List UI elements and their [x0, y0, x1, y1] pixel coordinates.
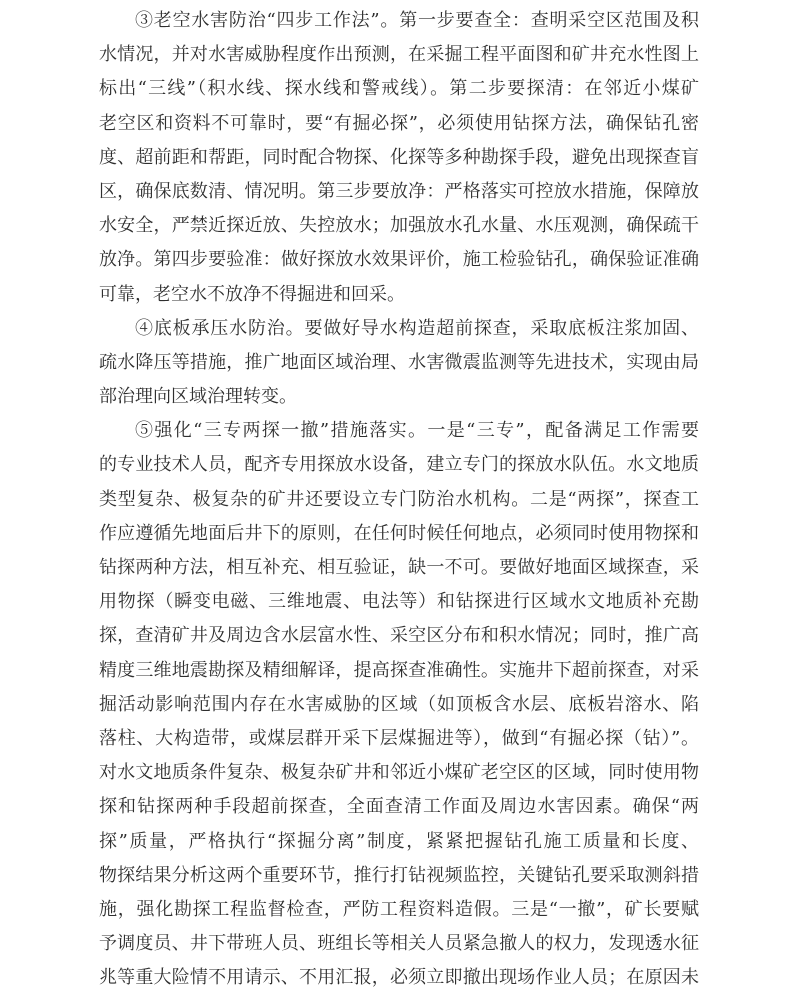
text-line: 用物探（瞬变电磁、三维地震、电法等）和钻探进行区域水文地质补充勘	[99, 591, 699, 613]
paragraph	[99, 312, 699, 415]
body-text	[99, 4, 699, 995]
text-line: 可靠，老空水不放净不得掘进和回采。	[99, 283, 405, 305]
text-line: 物探结果分析这两个重要环节，推行打钻视频监控，关键钻孔要采取测斜措	[99, 864, 699, 886]
text-line: 予调度员、井下带班人员、班组长等相关人员紧急撤人的权力，发现透水征	[99, 933, 699, 955]
text-line: 对水文地质条件复杂、极复杂矿井和邻近小煤矿老空区的区域，同时使用物	[99, 762, 699, 784]
text-line: ③老空水害防治“四步工作法”。第一步要查全：查明采空区范围及积	[135, 10, 699, 31]
paragraph	[99, 4, 699, 312]
text-line: 精度三维地震勘探及精细解译，提高探查准确性。实施井下超前探查，对采	[99, 659, 699, 681]
text-line: 放净。第四步要验准：做好探放水效果评价，施工检验钻孔，确保验证准确	[99, 249, 699, 271]
text-line: 探和钻探两种手段超前探查，全面查清工作面及周边水害因素。确保“两	[99, 796, 699, 818]
text-line: 水安全，严禁近探近放、失控放水；加强放水孔水量、水压观测，确保疏干	[99, 215, 699, 237]
text-line: 探”质量，严格执行“探掘分离”制度，紧紧把握钻孔施工质量和长度、	[99, 830, 699, 852]
text-line: 施，强化勘探工程监督检查，严防工程资料造假。三是“一撤”，矿长要赋	[99, 898, 699, 920]
text-line: 钻探两种方法，相互补充、相互验证，缺一不可。要做好地面区域探查，采	[99, 557, 699, 578]
text-line: 作应遵循先地面后井下的原则，在任何时候任何地点，必须同时使用物探和	[99, 522, 699, 544]
text-line: ⑤强化“三专两探一撤”措施落实。一是“三专”，配备满足工作需要	[135, 420, 699, 442]
text-line: 度、超前距和帮距，同时配合物探、化探等多种勘探手段，避免出现探查盲	[99, 146, 699, 168]
text-line: 部治理向区域治理转变。	[99, 386, 297, 408]
text-line: 探，查清矿井及周边含水层富水性、采空区分布和积水情况；同时，推广高	[99, 625, 699, 647]
paragraph	[99, 414, 699, 995]
text-line: ④底板承压水防治。要做好导水构造超前探查，采取底板注浆加固、	[135, 317, 699, 339]
text-line: 疏水降压等措施，推广地面区域治理、水害微震监测等先进技术，实现由局	[99, 351, 699, 373]
text-line: 兆等重大险情不用请示、不用汇报，必须立即撤出现场作业人员；在原因未	[99, 967, 699, 989]
text-line: 掘活动影响范围内存在水害威胁的区域（如顶板含水层、底板岩溶水、陷	[99, 693, 699, 715]
text-line: 的专业技术人员，配齐专用探放水设备，建立专门的探放水队伍。水文地质	[99, 454, 699, 476]
text-line: 标出“三线”（积水线、探水线和警戒线）。第二步要探清：在邻近小煤矿	[99, 78, 699, 100]
text-line: 类型复杂、极复杂的矿井还要设立专门防治水机构。二是“两探”，探查工	[99, 488, 699, 510]
text-line: 落柱、大构造带，或煤层群开采下层煤掘进等），做到“有掘必探（钻）”。	[99, 727, 699, 749]
text-line: 区，确保底数清、情况明。第三步要放净：严格落实可控放水措施，保障放	[99, 180, 699, 202]
text-line: 老空区和资料不可靠时，要“有掘必探”，必须使用钻探方法，确保钻孔密	[99, 112, 699, 134]
text-line: 水情况，并对水害威胁程度作出预测，在采掘工程平面图和矿井充水性图上	[99, 44, 699, 66]
